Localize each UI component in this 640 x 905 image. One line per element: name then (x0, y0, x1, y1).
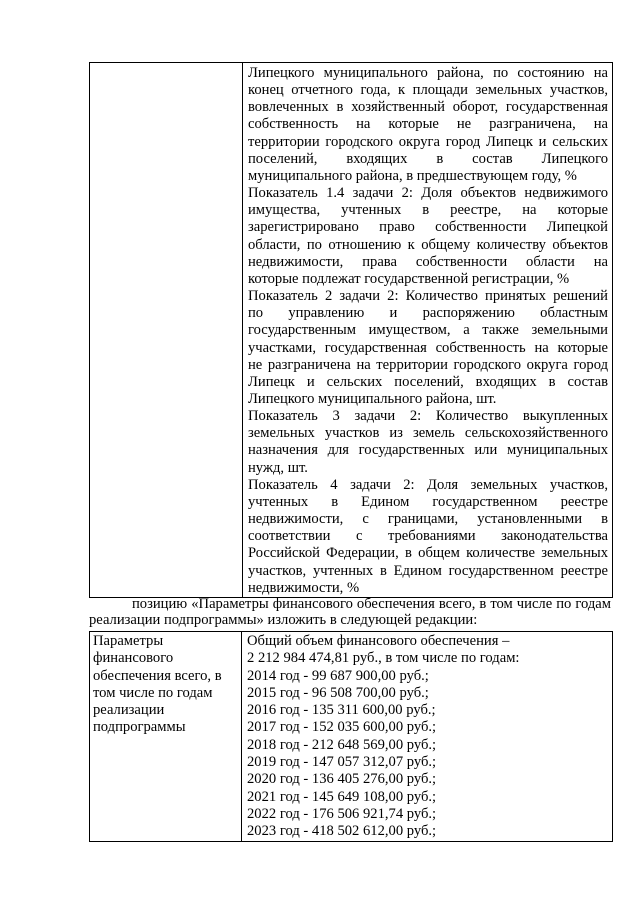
table-row (90, 63, 613, 598)
financing-year-line: 2017 год - 152 035 600,00 руб.; (247, 719, 437, 736)
indicator-line: области, по отношению к общему количеству объектов (248, 236, 608, 253)
indicator-line: земельных участков из земель сельскохозяйственного (248, 425, 608, 442)
financing-table (89, 631, 613, 842)
financing-label-line: Параметры (93, 633, 164, 649)
indicator-line: назначения для государственных или муниципальных (248, 442, 608, 459)
indicator-line: Показатель 1.4 задачи 2: Доля объектов недвижимого (248, 185, 608, 202)
indicator-line: Липецкого муниципального района, шт. (248, 390, 497, 407)
financing-year-line: 2022 год - 176 506 921,74 руб.; (247, 805, 437, 822)
indicator-line: учтенных в Едином государственном реестре (248, 493, 608, 510)
financing-year-line: 2021 год - 145 649 108,00 руб.; (247, 788, 437, 805)
indicator-line: имущества, учтенных в реестре, на которые (248, 202, 608, 219)
financing-label-line: реализации (93, 702, 165, 719)
indicator-line: недвижимости, с границами, установленными в (248, 511, 608, 528)
indicators-table (89, 62, 613, 598)
indicator-line: Липецкого муниципального района, по состоянию на (248, 65, 608, 81)
empty-cell (90, 63, 243, 598)
financing-label-line: подпрограммы (93, 719, 186, 736)
indicator-line: по управлению и распоряжению областным (248, 305, 608, 322)
indicators-cell (243, 63, 613, 598)
financing-values-cell (242, 632, 613, 842)
indicator-line: нужд, шт. (248, 459, 308, 476)
indicator-line: Показатель 3 задачи 2: Количество выкупленных (248, 408, 608, 425)
financing-year-line: 2014 год - 99 687 900,00 руб.; (247, 667, 429, 684)
table-row (90, 632, 613, 842)
financing-label-line: том числе по годам (93, 684, 213, 701)
financing-year-line: 2015 год - 96 508 700,00 руб.; (247, 684, 429, 701)
financing-year-line: 2019 год - 147 057 312,07 руб.; (247, 754, 437, 771)
indicator-line: Липецк и сельских поселений, входящих в состав (248, 373, 608, 390)
indicator-line: недвижимости, % (248, 579, 360, 596)
financing-year-line: 2018 год - 212 648 569,00 руб.; (247, 736, 437, 753)
statement-text: позицию «Параметры финансового обеспечения всего, в том числе по годам реализации подпрограммы» изложить в следующей редакции: (89, 596, 611, 628)
financing-label-cell (90, 632, 242, 842)
indicator-line: Показатель 2 задачи 2: Количество принятых решений (248, 288, 608, 305)
indicator-line: Российской Федерации, в общем количестве земельных (248, 545, 608, 562)
financing-year-line: 2020 год - 136 405 276,00 руб.; (247, 771, 437, 788)
indicator-line: соответствии с требованиями законодательства (248, 528, 608, 545)
financing-year-line: 2023 год - 418 502 612,00 руб.; (247, 823, 437, 840)
indicator-line: участков, учтенных в Едином государственном реестре (248, 562, 608, 579)
indicator-line: не разграничена на территории городского округа город (248, 356, 608, 373)
indicator-line: участками, государственная собственность на которые (248, 339, 608, 356)
financing-total-line: 2 212 984 474,81 руб., в том числе по годам: (247, 650, 520, 667)
indicator-line: зарегистрировано право собственности Липецкой (248, 219, 608, 236)
indicator-line: собственность на которые не разграничена, на (248, 116, 608, 133)
indicator-line: территории городского округа город Липецк и сельских (248, 133, 608, 150)
indicator-line: государственным имуществом, а также земельными (248, 322, 608, 339)
indicator-line: Показатель 4 задачи 2: Доля земельных участков, (248, 476, 608, 493)
financing-label-line: обеспечения всего, в (93, 667, 222, 684)
indicator-line: которые подлежат государственной регистрации, % (248, 270, 570, 287)
financing-label-line: финансового (93, 650, 174, 667)
indicator-line: муниципального района, в предшествующем году, % (248, 167, 577, 184)
indicator-line: вовлеченных в хозяйственный оборот, государственная (248, 99, 608, 116)
indicator-line: поселений, входящих в состав Липецкого (248, 150, 608, 167)
financing-year-line: 2016 год - 135 311 600,00 руб.; (247, 702, 436, 719)
indicator-line: недвижимости, права собственности области на (248, 253, 608, 270)
indicator-line: конец отчетного года, к площади земельных участков, (248, 82, 608, 99)
financing-total-line: Общий объем финансового обеспечения – (247, 633, 510, 649)
